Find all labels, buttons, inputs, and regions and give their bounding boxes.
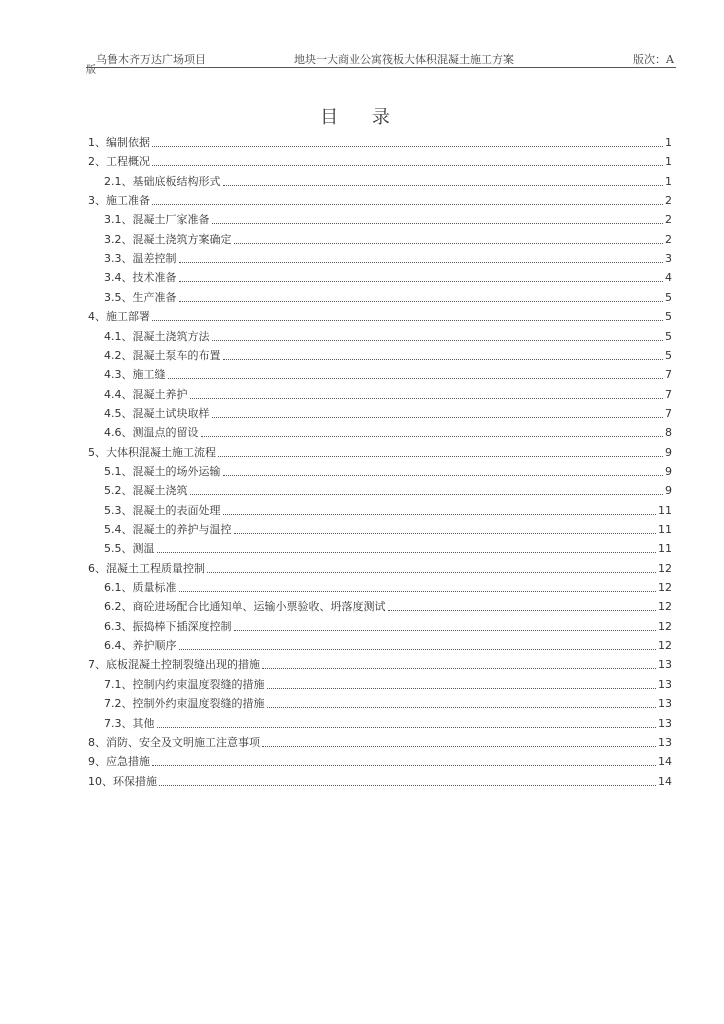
toc-dot-leader (223, 514, 657, 515)
toc-entry-label: 6.1、质量标准 (104, 581, 177, 595)
toc-entry[interactable] (104, 540, 672, 556)
toc-entry[interactable] (104, 715, 672, 731)
toc-entry-label: 7.1、控制内约束温度裂缝的措施 (104, 677, 265, 691)
toc-entry-label: 3.2、混凝土浇筑方案确定 (104, 232, 232, 246)
toc-entry[interactable] (104, 211, 672, 227)
toc-entry[interactable] (88, 153, 672, 169)
header-overflow-text: 版 (86, 65, 96, 76)
toc-entry-page-number: 2 (665, 194, 672, 208)
toc-entry-label: 2、工程概况 (88, 155, 150, 169)
toc-entry-page-number: 7 (665, 387, 672, 401)
toc-entry-label: 4.3、施工缝 (104, 368, 166, 382)
toc-dot-leader (262, 746, 656, 747)
toc-dot-leader (179, 281, 664, 282)
toc-dot-leader (157, 727, 657, 728)
toc-entry[interactable] (104, 482, 672, 498)
toc-entry-page-number: 2 (665, 213, 672, 227)
toc-entry-page-number: 12 (658, 639, 672, 653)
toc-entry-label: 5、大体积混凝土施工流程 (88, 445, 216, 459)
toc-entry[interactable] (88, 753, 672, 769)
toc-entry-page-number: 11 (658, 523, 672, 536)
toc-entry-label: 1、编制依据 (88, 136, 150, 149)
toc-entry-page-number: 13 (658, 677, 672, 691)
toc-entry[interactable] (88, 134, 672, 150)
toc-dot-leader (152, 204, 663, 205)
toc-entry[interactable] (104, 521, 672, 537)
toc-dot-leader (223, 359, 664, 360)
toc-entry-label: 3、施工准备 (88, 194, 150, 208)
toc-entry-label: 5.5、测温 (104, 542, 155, 556)
toc-entry-label: 5.4、混凝土的养护与温控 (104, 523, 232, 536)
toc-dot-leader (152, 320, 663, 321)
toc-entry-page-number: 12 (658, 600, 672, 614)
toc-dot-leader (168, 378, 664, 379)
toc-entry-page-number: 12 (658, 619, 672, 633)
toc-entry-page-number: 1 (665, 136, 672, 149)
toc-dot-leader (223, 185, 664, 186)
toc-entry-label: 7.2、控制外约束温度裂缝的措施 (104, 697, 265, 711)
toc-dot-leader (267, 688, 657, 689)
toc-entry-page-number: 12 (658, 581, 672, 595)
toc-dot-leader (152, 165, 663, 166)
toc-entry-label: 10、环保措施 (88, 774, 157, 788)
header-document-title: 地块一大商业公寓筏板大体积混凝土施工方案 (294, 53, 514, 66)
header-version: 版次：A (633, 53, 674, 66)
toc-dot-leader (267, 707, 657, 708)
toc-entry-page-number: 12 (658, 561, 672, 575)
toc-entry[interactable] (104, 598, 672, 614)
toc-entry-label: 3.4、技术准备 (104, 271, 177, 285)
toc-entry-label: 3.5、生产准备 (104, 290, 177, 304)
toc-entry-label: 5.1、混凝土的场外运输 (104, 464, 221, 478)
toc-dot-leader (218, 456, 663, 457)
toc-entry[interactable] (104, 386, 672, 402)
toc-entry[interactable] (104, 347, 672, 363)
toc-entry-page-number: 5 (665, 329, 672, 343)
toc-entry-label: 9、应急措施 (88, 755, 150, 769)
toc-entry-page-number: 5 (665, 348, 672, 362)
toc-entry-page-number: 7 (665, 406, 672, 420)
toc-entry-label: 4.1、混凝土浇筑方法 (104, 329, 210, 343)
toc-dot-leader (179, 262, 664, 263)
toc-dot-leader (190, 398, 664, 399)
toc-entry-label: 6.4、养护顺序 (104, 639, 177, 653)
toc-entry[interactable] (104, 695, 672, 711)
toc-entry-page-number: 4 (665, 271, 672, 285)
toc-entry[interactable] (104, 676, 672, 692)
toc-entry[interactable] (104, 328, 672, 344)
toc-entry[interactable] (104, 231, 672, 247)
toc-entry[interactable] (104, 637, 672, 653)
toc-entry[interactable] (88, 444, 672, 460)
toc-entry-page-number: 9 (665, 445, 672, 459)
toc-entry-page-number: 1 (665, 155, 672, 169)
toc-entry[interactable] (88, 656, 672, 672)
toc-entry-label: 6.2、商砼进场配合比通知单、运输小票验收、坍落度测试 (104, 600, 386, 614)
toc-entry[interactable] (88, 734, 672, 750)
toc-dot-leader (212, 223, 664, 224)
toc-entry-label: 6、混凝土工程质量控制 (88, 561, 205, 575)
toc-entry[interactable] (104, 269, 672, 285)
toc-entry[interactable] (104, 173, 672, 189)
toc-entry[interactable] (88, 773, 672, 789)
toc-entry-page-number: 14 (658, 755, 672, 769)
toc-entry[interactable] (104, 502, 672, 518)
toc-entry-label: 2.1、基础底板结构形式 (104, 174, 221, 188)
toc-entry-label: 4.5、混凝土试块取样 (104, 406, 210, 420)
toc-dot-leader (207, 572, 656, 573)
toc-entry-page-number: 3 (665, 252, 672, 266)
toc-entry-page-number: 5 (665, 290, 672, 304)
toc-dot-leader (262, 668, 656, 669)
header-project-name: 乌鲁木齐万达广场项目 (96, 53, 206, 66)
toc-entry-label: 4.6、测温点的留设 (104, 426, 199, 440)
toc-entry-page-number: 1 (665, 174, 672, 188)
toc-entry-label: 4.2、混凝土泵车的布置 (104, 348, 221, 362)
toc-entry-label: 4、施工部署 (88, 310, 150, 324)
toc-dot-leader (223, 475, 664, 476)
toc-entry-label: 7、底板混凝土控制裂缝出现的措施 (88, 658, 260, 672)
toc-dot-leader (190, 494, 664, 495)
toc-entry-page-number: 8 (665, 426, 672, 440)
toc-dot-leader (157, 552, 657, 553)
toc-dot-leader (234, 533, 657, 534)
toc-dot-leader (179, 591, 657, 592)
toc-entry-page-number: 9 (665, 484, 672, 498)
toc-dot-leader (388, 610, 657, 611)
toc-entry[interactable] (104, 250, 672, 266)
toc-entry-label: 5.3、混凝土的表面处理 (104, 503, 221, 517)
toc-entry-page-number: 9 (665, 464, 672, 478)
toc-entry-label: 8、消防、安全及文明施工注意事项 (88, 735, 260, 749)
toc-entry-page-number: 7 (665, 368, 672, 382)
toc-dot-leader (179, 301, 664, 302)
toc-entry-page-number: 11 (658, 542, 672, 556)
toc-dot-leader (212, 340, 664, 341)
toc-title: 目 录 (320, 107, 404, 128)
toc-entry[interactable] (88, 192, 672, 208)
toc-entry-label: 4.4、混凝土养护 (104, 387, 188, 401)
toc-entry-page-number: 5 (665, 310, 672, 324)
toc-entry-page-number: 13 (658, 697, 672, 711)
toc-dot-leader (234, 243, 664, 244)
toc-entry[interactable] (104, 579, 672, 595)
toc-entry-label: 7.3、其他 (104, 716, 155, 730)
toc-entry[interactable] (104, 463, 672, 479)
toc-dot-leader (179, 649, 657, 650)
toc-entry[interactable] (104, 405, 672, 421)
toc-dot-leader (212, 417, 664, 418)
toc-entry[interactable] (104, 618, 672, 634)
toc-entry-page-number: 13 (658, 716, 672, 730)
toc-entry[interactable] (88, 560, 672, 576)
toc-entry-page-number: 14 (658, 774, 672, 788)
toc-dot-leader (159, 785, 656, 786)
toc-dot-leader (234, 630, 657, 631)
toc-entry-label: 6.3、振捣棒下插深度控制 (104, 619, 232, 633)
toc-entry[interactable] (88, 308, 672, 324)
toc-entry-label: 3.1、混凝土厂家准备 (104, 213, 210, 227)
toc-entry-page-number: 13 (658, 658, 672, 672)
toc-entry-page-number: 2 (665, 232, 672, 246)
toc-entry-page-number: 13 (658, 735, 672, 749)
toc-dot-leader (152, 765, 656, 766)
toc-entry[interactable] (104, 366, 672, 382)
toc-entry[interactable] (104, 289, 672, 305)
toc-entry-label: 3.3、温差控制 (104, 252, 177, 266)
toc-entry-page-number: 11 (658, 503, 672, 517)
toc-dot-leader (152, 146, 663, 147)
toc-entry-label: 5.2、混凝土浇筑 (104, 484, 188, 498)
toc-entry[interactable] (104, 424, 672, 440)
toc-dot-leader (201, 436, 664, 437)
